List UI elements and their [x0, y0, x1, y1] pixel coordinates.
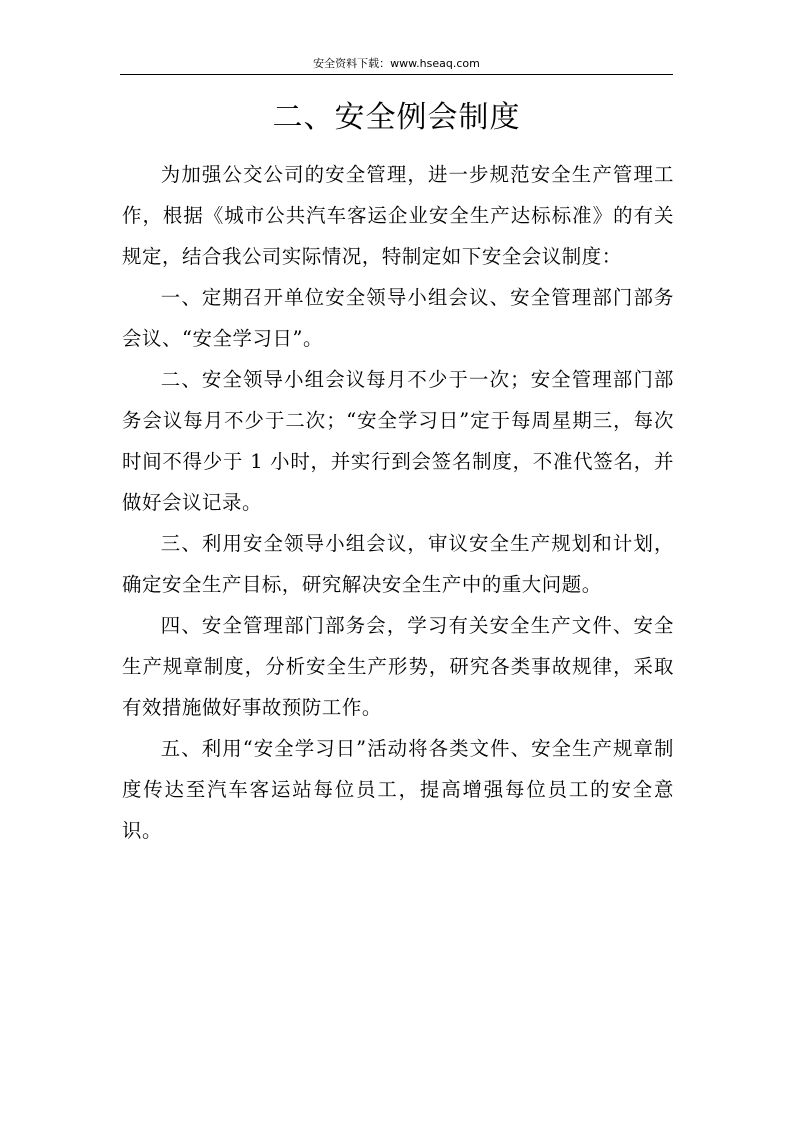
header-divider [120, 74, 673, 75]
document-title: 二、安全例会制度 [272, 100, 521, 135]
document-body [122, 154, 674, 851]
page-header-source: 安全资料下载：www.hseaq.com [313, 57, 480, 70]
paragraph-item-5: 五、利用“安全学习日”活动将各类文件、安全生产规章制度传达至汽车客运站每位员工，提高增强每位员工的安全意识。 [122, 737, 674, 842]
paragraph-item-3: 三、利用安全领导小组会议，审议安全生产规划和计划，确定安全生产目标，研究解决安全生产中的重大问题。 [122, 532, 674, 596]
paragraph-item-2: 二、安全领导小组会议每月不少于一次；安全管理部门部务会议每月不少于二次；“安全学习日”定于每周星期三，每次时间不得少于 1 小时，并实行到会签名制度，不准代签名，并做好会议记录。 [122, 368, 674, 514]
paragraph-item-1: 一、定期召开单位安全领导小组会议、安全管理部门部务会议、“安全学习日”。 [122, 286, 674, 350]
paragraph-intro: 为加强公交公司的安全管理，进一步规范安全生产管理工作，根据《城市公共汽车客运企业安全生产达标标准》的有关规定，结合我公司实际情况，特制定如下安全会议制度： [122, 163, 674, 268]
paragraph-item-4: 四、安全管理部门部务会，学习有关安全生产文件、安全生产规章制度，分析安全生产形势，研究各类事故规律，采取有效措施做好事故预防工作。 [122, 614, 674, 719]
